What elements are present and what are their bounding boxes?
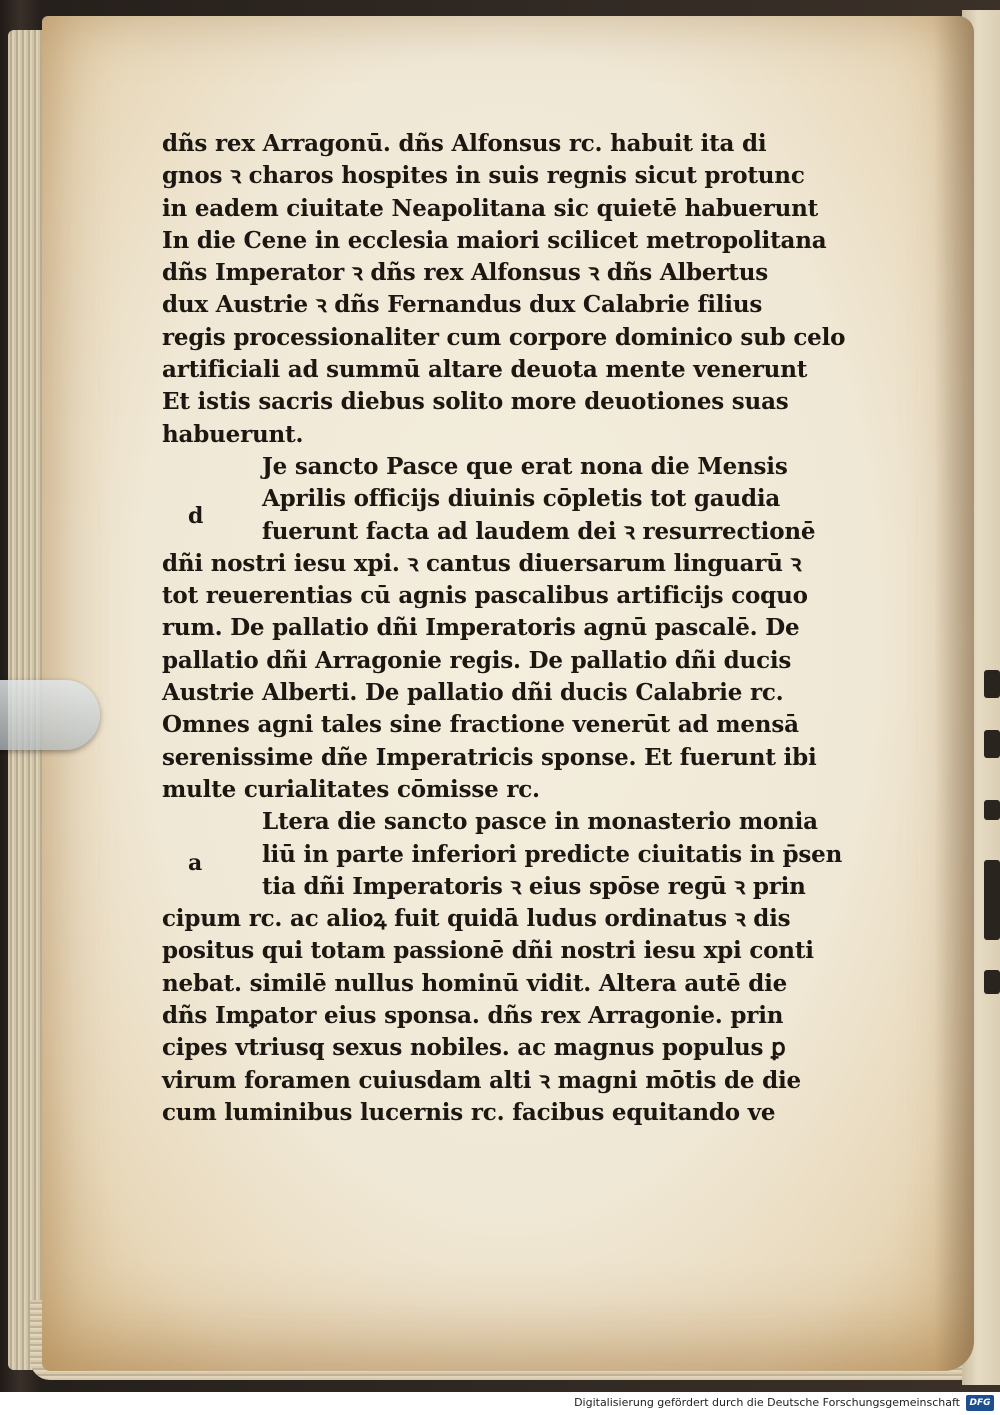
text-line: tot reuerentias cū agnis pascalibus artificijs coquo (162, 582, 808, 610)
text-line: habuerunt. (162, 420, 304, 448)
text-line: Ltera die sancto pasce in monasterio monia (262, 808, 818, 836)
text-line: positus qui totam passionē dñi nostri iesu xpi conti (162, 937, 814, 965)
text-line: nebat. similē nullus hominū vidit. Altera autē die (162, 969, 788, 997)
text-line: cipes vtriusq sexus nobiles. ac magnus populus ꝑ (162, 1034, 786, 1062)
text-line: multe curialitates cōmisse rc. (162, 775, 540, 803)
drop-initial-a: a (188, 850, 203, 876)
text-line: Aprilis officijs diuinis cōpletis tot gaudia (262, 485, 781, 513)
text-line: virum foramen cuiusdam alti ꝛ magni mōtis de die (162, 1066, 801, 1094)
funding-credit: Digitalisierung gefördert durch die Deutsche Forschungsgemeinschaft (574, 1396, 960, 1409)
text-line: rum. De pallatio dñi Imperatoris agnū pascalē. De (162, 614, 800, 642)
text-line: dñs Imꝑator eius sponsa. dñs rex Arragonie. prin (162, 1002, 784, 1030)
text-line: dñs Imperator ꝛ dñs rex Alfonsus ꝛ dñs Albertus (162, 259, 768, 287)
drop-initial-d: d (188, 503, 204, 529)
text-line: dñs rex Arragonū. dñs Alfonsus rc. habuit ita di (162, 130, 767, 157)
text-line: Je sancto Pasce que erat nona die Mensis (262, 452, 788, 480)
text-line: tia dñi Imperatoris ꝛ eius spōse regū ꝛ prin (262, 872, 806, 900)
digitization-footer (0, 1392, 1000, 1415)
text-line: Omnes agni tales sine fractione venerūt ad mensā (162, 711, 799, 739)
dfg-logo-icon: DFG (966, 1395, 994, 1411)
text-line: fuerunt facta ad laudem dei ꝛ resurrectionē (262, 517, 816, 545)
text-line: pallatio dñi Arragonie regis. De pallatio dñi ducis (162, 646, 792, 674)
page-text-block (162, 128, 862, 1129)
text-line: Et istis sacris diebus solito more deuotiones suas (162, 388, 789, 416)
text-line: artificiali ad summū altare deuota mente venerunt (162, 356, 808, 384)
text-line: cipum rc. ac alioꝝ fuit quidā ludus ordinatus ꝛ dis (162, 905, 791, 933)
text-line: In die Cene in ecclesia maiori scilicet metropolitana (162, 226, 827, 254)
text-line: in eadem ciuitate Neapolitana sic quietē habuerunt (162, 194, 819, 222)
text-line: regis processionaliter cum corpore dominico sub celo (162, 323, 846, 351)
text-line: serenissime dñe Imperatricis sponse. Et fuerunt ibi (162, 743, 817, 771)
text-line: liū in parte inferiori predicte ciuitatis in p̄sen (262, 840, 843, 868)
text-line: dux Austrie ꝛ dñs Fernandus dux Calabrie filius (162, 291, 763, 319)
text-line: gnos ꝛ charos hospites in suis regnis sicut protunc (162, 162, 805, 190)
plastic-page-clip (0, 680, 100, 750)
text-line: cum luminibus lucernis rc. facibus equitando ve (162, 1098, 776, 1126)
gutter-shadow (934, 16, 974, 1371)
text-line: dñi nostri iesu xpi. ꝛ cantus diuersarum linguarū ꝛ (162, 549, 802, 577)
text-line: Austrie Alberti. De pallatio dñi ducis Calabrie rc. (162, 679, 784, 707)
